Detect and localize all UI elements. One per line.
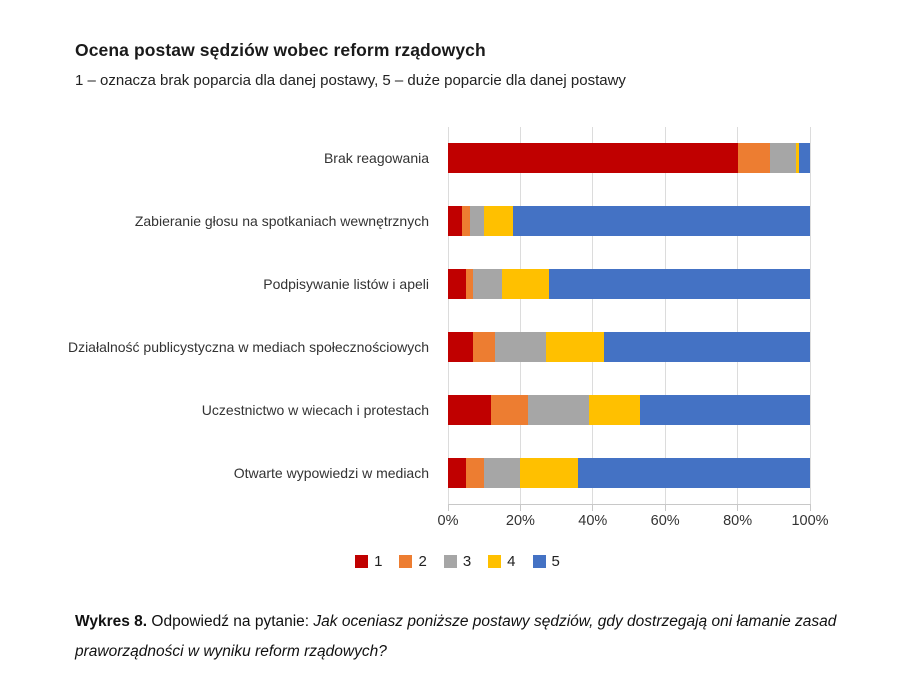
bar-segment-rating-5 — [513, 206, 810, 236]
legend-swatch-icon — [399, 555, 412, 568]
axis-tick — [737, 504, 738, 511]
bar-segment-rating-4 — [502, 269, 549, 299]
bar-segment-rating-3 — [484, 458, 520, 488]
plot-area — [448, 127, 810, 504]
bar-segment-rating-2 — [462, 206, 469, 236]
bar-segment-rating-5 — [578, 458, 810, 488]
bar-segment-rating-1 — [448, 458, 466, 488]
gridline — [737, 127, 738, 504]
legend-swatch-icon — [355, 555, 368, 568]
bar-segment-rating-2 — [738, 143, 771, 173]
category-label: Brak reagowania — [323, 150, 429, 167]
legend-item-4 — [488, 553, 515, 570]
bar-segment-rating-1 — [448, 206, 462, 236]
bar-segment-rating-1 — [448, 269, 466, 299]
axis-tick — [592, 504, 593, 511]
x-tick-label: 40% — [578, 513, 608, 529]
bar-segment-rating-2 — [466, 458, 484, 488]
legend-swatch-icon — [444, 555, 457, 568]
bar-segment-rating-1 — [448, 332, 473, 362]
legend — [0, 553, 915, 570]
axis-tick — [665, 504, 666, 511]
legend-label: 1 — [374, 553, 383, 570]
category-label: Otwarte wypowiedzi w mediach — [233, 464, 429, 481]
bar-segment-rating-3 — [473, 269, 502, 299]
bar-segment-rating-1 — [448, 395, 491, 425]
bar-segment-rating-4 — [589, 395, 640, 425]
caption-question: Jak oceniasz poniższe postawy sędziów, gdy dostrzegają oni łamanie zasad praworządności w wyniku reform rządowych? — [75, 613, 837, 661]
bar-row — [448, 269, 810, 299]
legend-label: 2 — [418, 553, 427, 570]
x-tick-label: 60% — [650, 513, 680, 529]
bar-segment-rating-4 — [484, 206, 513, 236]
bar-segment-rating-3 — [495, 332, 546, 362]
legend-swatch-icon — [533, 555, 546, 568]
x-axis-labels — [437, 513, 829, 533]
x-tick-label: 80% — [723, 513, 753, 529]
bar-row — [448, 458, 810, 488]
bar-row — [448, 206, 810, 236]
bar-segment-rating-2 — [466, 269, 473, 299]
axis-tick — [520, 504, 521, 511]
caption-label: Wykres 8. — [75, 613, 148, 630]
bar-segment-rating-3 — [470, 206, 484, 236]
x-tick-label: 100% — [791, 513, 829, 529]
category-label: Zabieranie głosu na spotkaniach wewnętrznych — [134, 213, 429, 230]
category-label: Działalność publicystyczna w mediach społecznościowych — [67, 338, 429, 355]
bar-segment-rating-2 — [473, 332, 495, 362]
bar-segment-rating-4 — [520, 458, 578, 488]
bar-segment-rating-5 — [549, 269, 810, 299]
gridline — [665, 127, 666, 504]
axis-tick — [448, 504, 449, 511]
gridline — [592, 127, 593, 504]
bar-row — [448, 143, 810, 173]
bar-segment-rating-1 — [448, 143, 738, 173]
chart-title: Ocena postaw sędziów wobec reform rządowych — [75, 40, 486, 60]
legend-item-2 — [399, 553, 426, 570]
legend-label: 5 — [551, 553, 560, 570]
category-labels — [0, 127, 438, 504]
bar-segment-rating-3 — [770, 143, 795, 173]
gridline — [448, 127, 449, 504]
chart-subtitle: 1 – oznacza brak poparcia dla danej postawy, 5 – duże poparcie dla danej postawy — [75, 72, 626, 89]
bar-segment-rating-5 — [604, 332, 810, 362]
bar-row — [448, 395, 810, 425]
bar-row — [448, 332, 810, 362]
legend-label: 4 — [507, 553, 516, 570]
axis-tick — [810, 504, 811, 511]
legend-swatch-icon — [488, 555, 501, 568]
gridline — [520, 127, 521, 504]
x-tick-label: 20% — [505, 513, 535, 529]
x-tick-label: 0% — [437, 513, 459, 529]
bar-segment-rating-3 — [528, 395, 590, 425]
caption-lead: Odpowiedź na pytanie: — [151, 613, 310, 630]
category-label: Uczestnictwo w wiecach i protestach — [201, 401, 429, 418]
gridline — [810, 127, 811, 504]
bar-segment-rating-5 — [640, 395, 810, 425]
legend-label: 3 — [462, 553, 472, 570]
bar-segment-rating-2 — [491, 395, 527, 425]
figure-caption — [75, 607, 875, 667]
x-axis-line — [448, 504, 810, 505]
legend-item-1 — [355, 553, 382, 570]
bar-segment-rating-5 — [799, 143, 810, 173]
bar-segment-rating-4 — [546, 332, 604, 362]
legend-item-5 — [533, 553, 560, 570]
category-label: Podpisywanie listów i apeli — [263, 276, 429, 293]
legend-item-3 — [444, 553, 471, 570]
